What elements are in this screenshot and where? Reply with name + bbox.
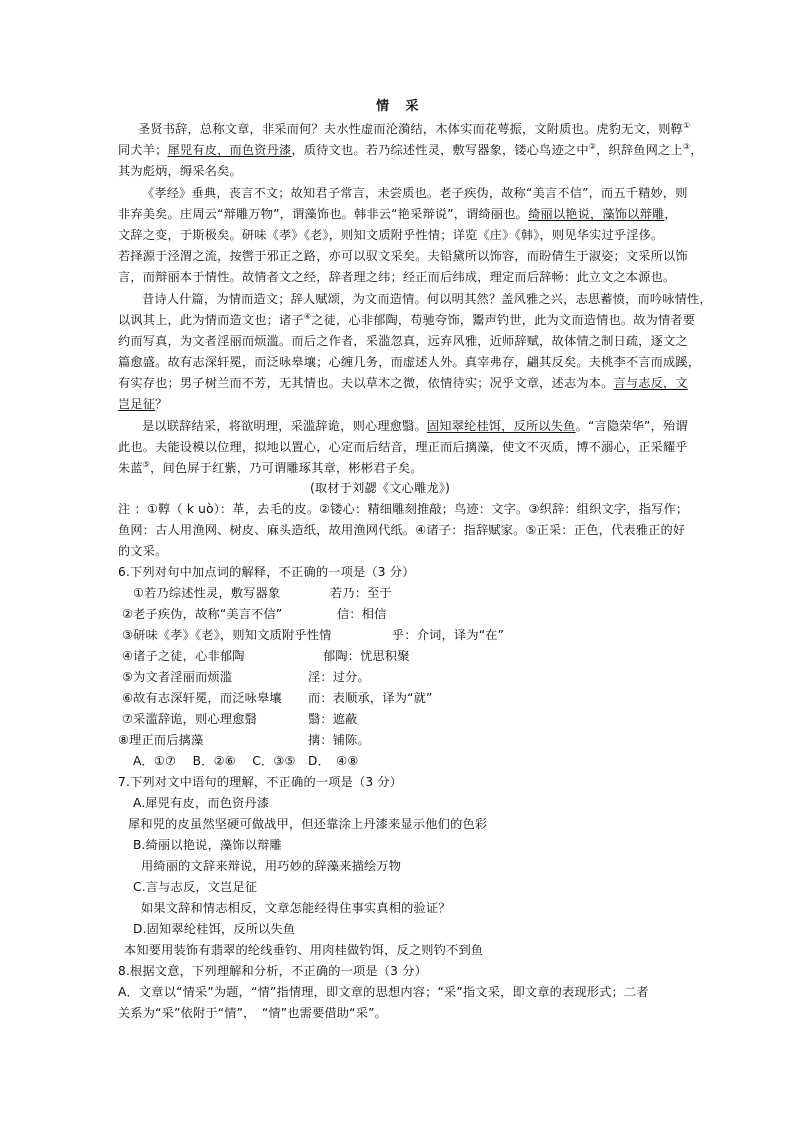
q7-option-a: A.犀兕有皮，而色资丹漆 — [133, 796, 270, 810]
p1-line-1 — [138, 119, 690, 139]
p3-line-4: 篇愈盛。故有志深轩冕，而泛咏皋壤；心缠几务，而虚述人外。真宰弗存，翩其反矣。夫桃李不言而成蹊， — [118, 355, 701, 369]
q6-item-1-explanation: 若乃：至于 — [330, 586, 392, 600]
q8-option-a-line-2: 关系为“采”依附于“情”， “情”也需要借助“采”。 — [118, 1006, 387, 1020]
q6-item-1: ①若乃综述性灵，敷写器象 — [133, 586, 281, 600]
p2-line-4: 若择源于泾渭之流，按辔于邪正之路，亦可以驭文采矣。夫铅黛所以饰容，而盼倩生于淑姿；文采所以饰 — [118, 249, 688, 263]
q6-item-5: ⑤为文者淫丽而烦滥 — [122, 670, 233, 684]
q6-item-7: ⑦采滥辞诡，则心理愈翳 — [122, 712, 258, 726]
p1-text-2d: ， — [690, 143, 703, 157]
footnote-marker: ⑤ — [142, 459, 151, 469]
p3-text-6b: ？ — [155, 397, 168, 411]
p1-line-3: 其为彪炳，缛采名矣。 — [118, 164, 242, 178]
footnote-marker: ④ — [303, 311, 312, 321]
source-citation: (取材于刘勰《文心雕龙》) — [310, 481, 451, 495]
p2-text-2a: 非弃美矣。庄周云“辩雕万物”，谓藻饰也。韩非云“艳采辩说”，谓绮丽也。 — [118, 207, 529, 221]
q6-item-4-explanation: 郁陶：忧思积聚 — [323, 649, 410, 663]
underlined-sentence-c-end: 岂足征 — [118, 397, 156, 411]
p4-text-3b: ，间色屏于红紫，乃可谓雕琢其章，彬彬君子矣。 — [150, 461, 423, 475]
notes-line-3: 的文采。 — [118, 544, 168, 558]
notes-line-1: 注 ：①鞟（ k uò）：革，去毛的皮。②镂心：精细雕刻推敲；鸟迹：文字。③织辞：组织文字，指写作； — [118, 502, 689, 516]
p3-line-1: 昔诗人什篇，为情而造文；辞人赋颂，为文而造情。何以明其然？盖风雅之兴，志思蓄愤，而吟咏情性， — [142, 292, 712, 306]
underlined-sentence-a: 犀兕有皮，而色资丹漆 — [167, 143, 292, 157]
underlined-sentence-c: 言与志反，文 — [613, 376, 688, 390]
notes-line-2: 鱼网：古人用渔网、树皮、麻头造纸，故用渔网代纸。④诸子：指辞赋家。⑤正采：正色，代表雅正的好 — [118, 523, 686, 537]
p1-line-2 — [118, 140, 703, 160]
q6-item-5-explanation: 淫：过分。 — [308, 670, 370, 684]
underlined-sentence-d: 固知翠纶桂饵，反所以失鱼 — [426, 419, 576, 433]
p1-text-2c: ，织辞鱼网之上 — [596, 143, 683, 157]
p3-text-2b: 之徒，心非郁陶，苟驰夸饰，鬻声钓世，此为文而造情也。故为情者要 — [311, 313, 696, 327]
q6-item-8-explanation: 摛：铺陈。 — [308, 733, 370, 747]
p1-text-1a: 圣贤书辞，总称文章，非采而何？夫水性虚而沦漪结，木体实而花萼振，文附质也。虎豹无文，则鞟 — [138, 122, 684, 136]
p3-line-2 — [118, 310, 695, 330]
q6-stem: 6.下列对句中加点词的解释，不正确的一项是（3 分） — [118, 565, 415, 579]
q6-item-2-explanation: 信：相信 — [337, 607, 387, 621]
q6-options: A．①⑦ B．②⑥ C．③⑤ D． ④⑧ — [133, 754, 359, 768]
q7-option-d-explanation: 本知要用装饰有翡翠的纶线垂钓、用肉桂做钓饵，反之则钓不到鱼 — [124, 943, 484, 957]
p4-line-2: 此也。夫能设模以位理，拟地以置心，心定而后结音，理正而后摛藻，使文不灭质，博不溺心，正采耀乎 — [118, 440, 688, 454]
q7-option-b: B.绮丽以艳说，藻饰以辩雕 — [133, 838, 282, 852]
p2-line-5: 言，而辩丽本于情性。故情者文之经，辞者理之纬；经正而后纬成，理定而后辞畅：此立文之本源也。 — [118, 270, 676, 284]
q8-option-a-line-1: A．文章以“情采”为题，“情”指情理，即文章的思想内容；“采”指文采，即文章的表现形式；二者 — [118, 985, 649, 999]
q7-option-c-explanation: 如果文辞和情志相反，文章怎能经得住事实真相的验证？ — [141, 901, 451, 915]
q6-item-7-explanation: 翳：遮蔽 — [308, 712, 358, 726]
footnote-marker: ③ — [682, 141, 691, 151]
passage-title: 情 采 — [376, 99, 425, 114]
p2-line-1: 《孝经》垂典，丧言不文；故知君子常言，未尝质也。老子疾伪，故称“美言不信”，而五千精妙，则 — [142, 186, 688, 200]
p4-text-3a: 朱蓝 — [118, 461, 143, 475]
underlined-sentence-b: 绮丽以艳说，藻饰以辩雕 — [528, 207, 665, 221]
q7-option-c: C.言与志反，文岂足征 — [133, 880, 258, 894]
p4-text-1a: 是以联辞结采，将欲明理，采滥辞诡，则心理愈翳。 — [142, 419, 427, 433]
p1-text-2a: 同犬羊； — [118, 143, 168, 157]
p3-text-5a: 有实存也；男子树兰而不芳，无其情也。夫以草木之微，依情待实；况乎文章，述志为本。 — [118, 376, 614, 390]
q6-item-4: ④诸子之徒，心非郁陶 — [122, 649, 245, 663]
q7-option-d: D.固知翠纶桂饵，反所以失鱼 — [133, 922, 296, 936]
q7-option-a-explanation: 犀和兕的皮虽然坚硬可做战甲，但还靠涂上丹漆来显示他们的色彩 — [128, 817, 488, 831]
footnote-marker: ① — [683, 120, 691, 130]
q6-item-2: ②老子疾伪，故称“美言不信” — [122, 607, 283, 621]
p1-text-2b: ，质待文也。若乃综述性灵，敷写器象，镂心鸟迹之中 — [291, 143, 589, 157]
p3-text-2a: 以讽其上，此为情而造文也；诸子 — [118, 313, 304, 327]
p2-text-2b: ， — [664, 207, 677, 221]
p2-line-2 — [118, 204, 677, 224]
q7-stem: 7.下列对文中语句的理解，不正确的一项是（3 分） — [118, 775, 403, 789]
q6-item-3: ③研味《孝》《老》，则知文质附乎性情 — [122, 628, 332, 642]
q6-item-3-explanation: 乎：介词，译为“在” — [392, 628, 505, 642]
p4-text-1b: 。“言隐荣华”，殆谓 — [575, 419, 688, 433]
q7-option-b-explanation: 用绮丽的文辞来辩说，用巧妙的辞藻来描绘万物 — [141, 859, 402, 873]
p2-line-3: 文辞之变，于斯极矣。研味《孝》《老》，则知文质附乎性情；详览《庄》《韩》，则见华实过乎淫侈。 — [118, 228, 664, 242]
p4-line-1 — [142, 416, 688, 436]
q6-item-6: ⑥故有志深轩冕，而泛咏皋壤 — [122, 691, 282, 705]
p3-line-3: 约而写真，为文者淫丽而烦滥。而后之作者，采滥忽真，远弃风雅，近师辞赋，故体情之制日疏，逐文之 — [118, 334, 688, 348]
q6-item-8: ⑧理正而后摛藻 — [118, 733, 204, 747]
p4-line-3 — [118, 458, 423, 478]
p3-line-5 — [118, 373, 688, 393]
q8-stem: 8.根据文意，下列理解和分析，不正确的一项是（3 分） — [118, 964, 427, 978]
footnote-marker: ② — [588, 141, 597, 151]
p3-line-6 — [118, 394, 168, 414]
q6-item-6-explanation: 而：表顺承，译为“就” — [308, 691, 433, 705]
